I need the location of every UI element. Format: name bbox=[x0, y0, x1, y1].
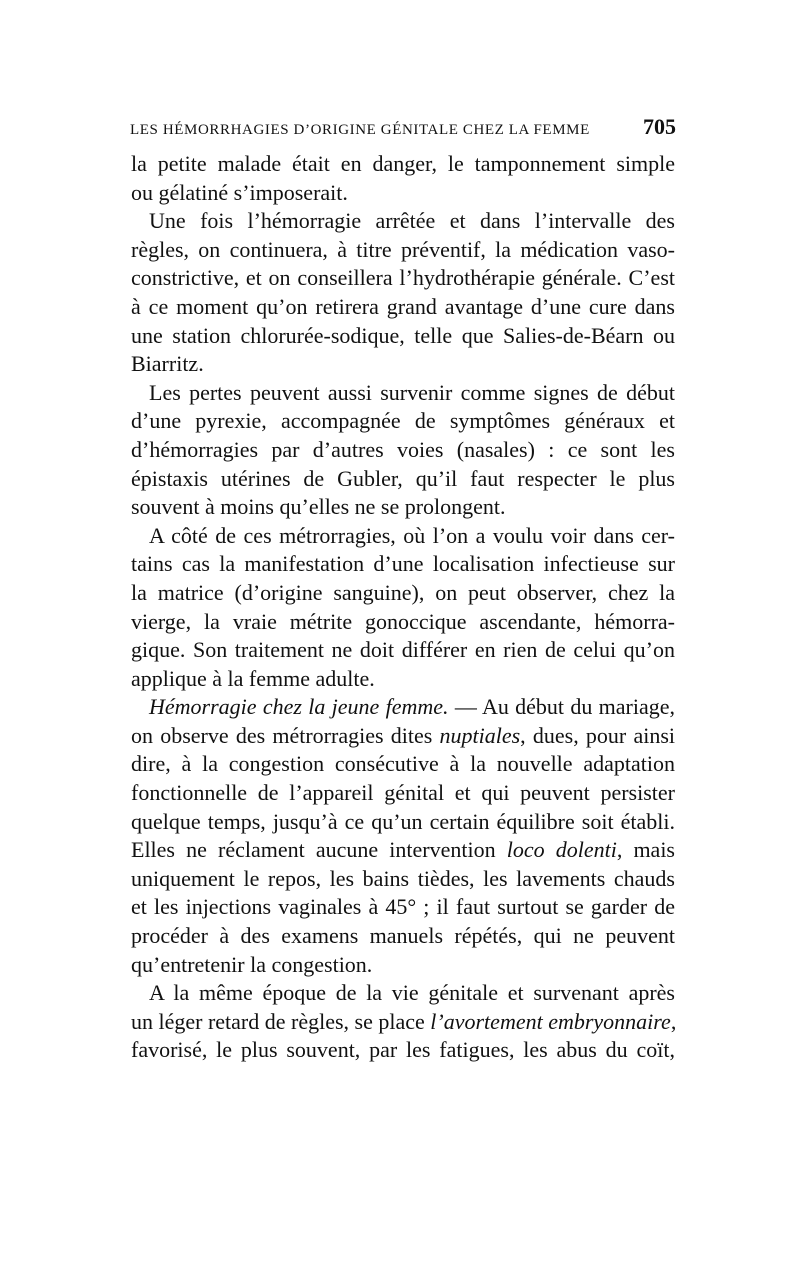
text-run: , dues, pour ainsi bbox=[520, 722, 675, 748]
text-line: fonctionnelle de l’appareil génital et qui peuvent persister bbox=[131, 780, 675, 806]
text-line: la petite malade était en danger, le tamponnement simple bbox=[131, 151, 675, 176]
text-line: vierge, la vraie métrite gonoccique ascendante, hémorra- bbox=[131, 608, 675, 634]
text-line: Les pertes peuvent aussi survenir comme signes de début bbox=[149, 379, 675, 405]
text-line: d’une pyrexie, accompagnée de symptômes généraux et bbox=[131, 408, 675, 434]
text-line: la matrice (d’origine sanguine), on peut observer, chez la bbox=[131, 579, 675, 605]
italic-term: loco dolenti bbox=[506, 837, 617, 863]
text-line: favorisé, le plus souvent, par les fatigues, les abus du coït, bbox=[131, 1037, 675, 1063]
running-head bbox=[130, 114, 676, 140]
text-run: — Au début du mariage, bbox=[448, 694, 675, 720]
text-line: applique à la femme adulte. bbox=[131, 665, 375, 691]
page-number: 705 bbox=[643, 114, 676, 139]
text-line bbox=[131, 722, 675, 751]
text-line: quelque temps, jusqu’à ce qu’un certain équilibre soit établi. bbox=[131, 808, 675, 834]
running-title: LES HÉMORRHAGIES D’ORIGINE GÉNITALE CHEZ LA FEMME bbox=[130, 122, 590, 138]
text-line: Une fois l’hémorragie arrêtée et dans l’intervalle des bbox=[149, 208, 675, 234]
text-line: une station chlorurée-sodique, telle que Salies-de-Béarn ou bbox=[131, 322, 675, 348]
text-line: tains cas la manifestation d’une localisation infectieuse sur bbox=[131, 551, 675, 577]
text-line: et les injections vaginales à 45° ; il faut surtout se garder de bbox=[131, 894, 675, 920]
text-line: ou gélatiné s’imposerait. bbox=[131, 179, 348, 205]
text-run: on observe des métrorragies dites bbox=[131, 722, 440, 748]
text-line: épistaxis utérines de Gubler, qu’il faut respecter le plus bbox=[131, 465, 675, 491]
text-run: , mais bbox=[616, 837, 675, 863]
text-line: gique. Son traitement ne doit différer en rien de celui qu’on bbox=[131, 637, 675, 663]
italic-term: l’avortement embryonnaire bbox=[430, 1008, 671, 1034]
text-run: , bbox=[670, 1008, 677, 1034]
text-line: uniquement le repos, les bains tièdes, les lavements chauds bbox=[131, 865, 675, 891]
text-line: à ce moment qu’on retirera grand avantage d’une cure dans bbox=[131, 293, 675, 319]
text-line: d’hémorragies par d’autres voies (nasales) : ce sont les bbox=[131, 436, 675, 462]
text-line: Biarritz. bbox=[131, 351, 204, 377]
text-line: procéder à des examens manuels répétés, qui ne peuvent bbox=[131, 923, 675, 949]
text-line: dire, à la congestion consécutive à la nouvelle adaptation bbox=[131, 751, 675, 777]
body-text bbox=[131, 150, 675, 1065]
text-line bbox=[131, 1008, 675, 1037]
text-line bbox=[131, 836, 675, 865]
text-run: un léger retard de règles, se place bbox=[131, 1008, 431, 1034]
italic-term: nuptiales bbox=[439, 722, 521, 748]
section-heading: Hémorragie chez la jeune femme. bbox=[149, 694, 449, 720]
text-run: Elles ne réclament aucune intervention bbox=[131, 837, 507, 863]
text-line: A côté de ces métrorragies, où l’on a voulu voir dans cer- bbox=[149, 522, 675, 548]
text-line: règles, on continuera, à titre préventif, la médication vaso- bbox=[131, 236, 675, 262]
text-line: souvent à moins qu’elles ne se prolongent. bbox=[131, 494, 506, 520]
text-line: qu’entretenir la congestion. bbox=[131, 951, 373, 977]
section-heading-line bbox=[131, 693, 675, 722]
text-line: constrictive, et on conseillera l’hydrothérapie générale. C’est bbox=[131, 265, 675, 291]
text-line: A la même époque de la vie génitale et survenant après bbox=[149, 980, 675, 1006]
